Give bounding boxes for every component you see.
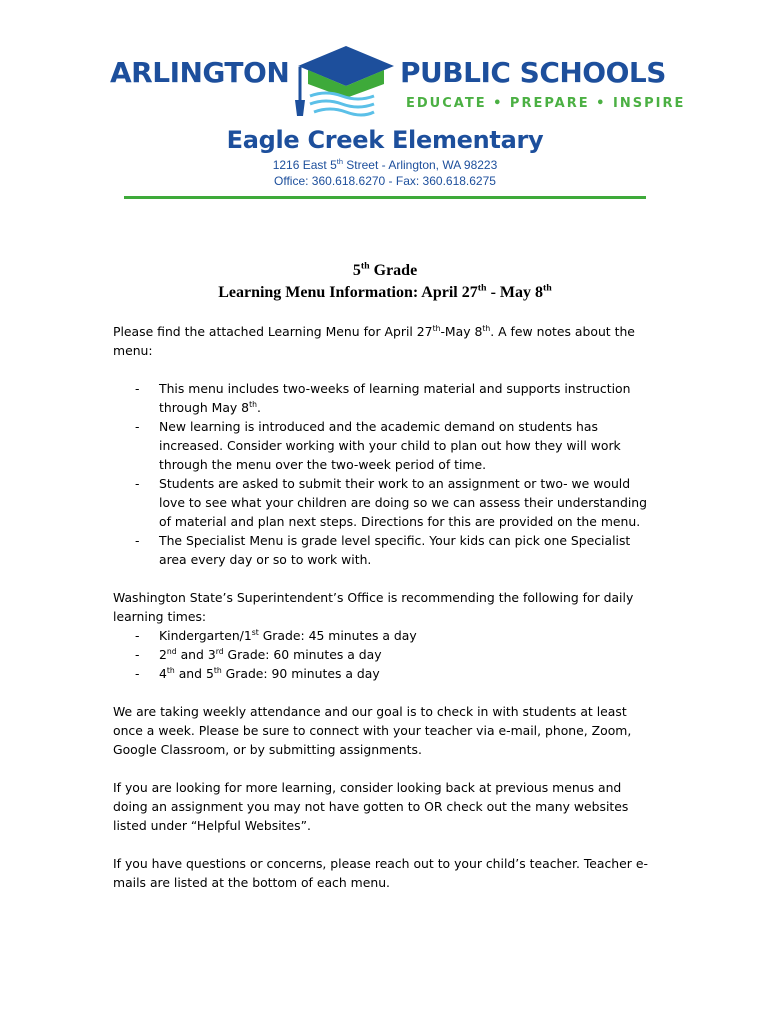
header-divider (124, 196, 646, 199)
grade-heading: 5th Grade (352, 260, 418, 279)
school-name: Eagle Creek Elementary (226, 126, 544, 154)
questions-paragraph: If you have questions or concerns, please reach out to your child’s teacher. Teacher e-mails are listed at the bottom of each menu. (113, 856, 648, 890)
logo-word-arlington: ARLINGTON (110, 56, 290, 89)
learning-times-intro: Washington State’s Superintendent’s Office is recommending the following for daily learning times: (113, 590, 634, 624)
intro-paragraph: Please find the attached Learning Menu for April 27th-May 8th. A few notes about the menu: (113, 323, 635, 358)
logo-tagline: EDUCATE • PREPARE • INSPIRE (406, 96, 686, 111)
school-address: 1216 East 5th Street - Arlington, WA 98223 (272, 157, 498, 172)
school-phone-fax: Office: 360.618.6270 - Fax: 360.618.6275 (274, 174, 496, 188)
menu-heading: Learning Menu Information: April 27th - May 8th (218, 282, 552, 301)
more-learning-paragraph: If you are looking for more learning, consider looking back at previous menus and doing an assignment you may not have gotten to OR check out the many websites listed under “Helpful Websites”. (113, 780, 629, 833)
attendance-paragraph: We are taking weekly attendance and our goal is to check in with students at least once a week. Please be sure to connect with your teacher via e-mail, phone, Zoom, Google Classroom, or by submitting assignments. (113, 704, 632, 757)
logo-word-public-schools: PUBLIC SCHOOLS (400, 56, 666, 89)
graduation-cap-icon (286, 44, 398, 120)
document-page: ARLINGTON PUBLIC SCHOOLS EDUCATE • PREPARE • INSPIRE Eagle Creek Elementary 1216 East 5th Street - Arlington, WA 98223 Office: 360.618.6270 - Fax: 360.618.6275 5th Grade Learning Menu Information: April 27th - May 8th Please find the attached Learning Menu for April 27th-May 8th. A few notes about the menu: - This menu includes two-weeks of learning material and supports instruction through May 8th. - New learning is introduced and the academic demand on students has increased. Consider working with your child to plan out how they will work through the menu over the two-week period of time. - Students are asked to submit their work to an assignment or two- we would love to see what your children are doing so we can assess their understanding of material and plan next steps. Directions for this are provided on the menu. - The Specialist Menu is grade level specific. Your kids can pick one Specialist area every day or so to work with. Washington State’s Superintendent’s Office is recommending the following for daily learning times: - Kindergarten/1st Grade: 45 minutes a day - 2nd and 3rd Grade: 60 minutes a day - 4th and 5th Grade: 90 minutes a day We are taking weekly attendance and our goal is to check in with students at least once a week. Please be sure to connect with your teacher via e-mail, phone, Zoom, Google Classroom, or by submitting assignments. If you are looking for more learning, consider looking back at previous menus and doing an assignment you may not have gotten to OR check out the many websites listed under “Helpful Websites”. If you have questions or concerns, please reach out to your child’s teacher. Teacher e-mails are listed at the bottom of each menu. (0, 0, 770, 1024)
district-logo (110, 40, 686, 120)
